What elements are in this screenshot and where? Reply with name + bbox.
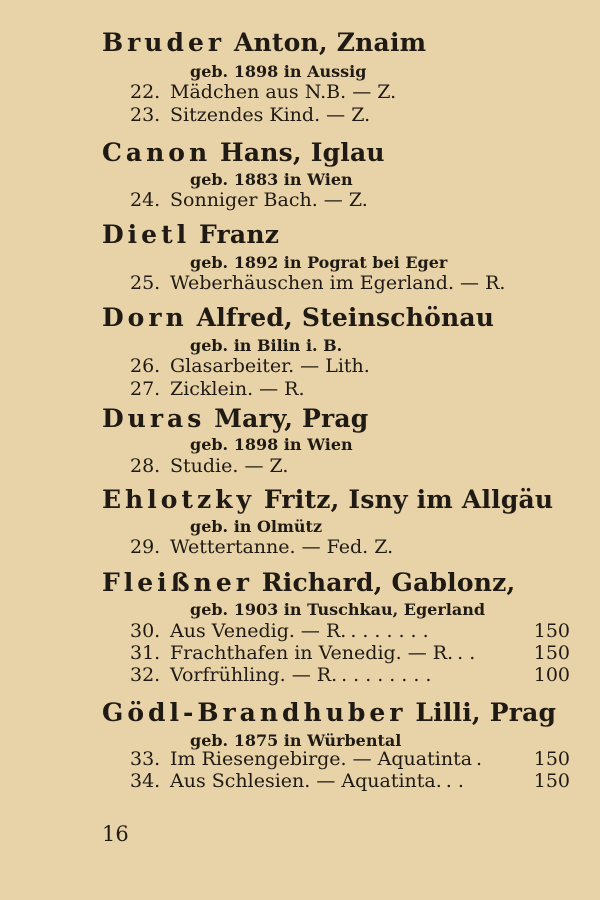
artist-name xyxy=(102,698,556,727)
artist-name xyxy=(102,28,426,57)
work-title: Frachthafen in Venedig. — R. xyxy=(170,642,454,664)
work-number: 30. xyxy=(130,620,161,642)
birth-info: geb. in Bilin i. B. xyxy=(190,336,343,355)
work-title: Weberhäuschen im Egerland. — R. xyxy=(170,272,506,294)
work-title: Sonniger Bach. — Z. xyxy=(170,189,368,211)
artist-firstname-city: Mary, Prag xyxy=(205,404,369,433)
work-item xyxy=(130,620,570,642)
work-title: Aus Schlesien. — Aquatinta. xyxy=(170,770,442,792)
artist-name xyxy=(102,138,385,167)
artist-surname: Fleißner xyxy=(102,568,253,597)
work-title: Sitzendes Kind. — Z. xyxy=(170,104,371,126)
work-price: 150 xyxy=(533,642,570,664)
artist-surname: Dietl xyxy=(102,220,191,249)
artist-firstname-city: Fritz, Isny im Allgäu xyxy=(255,485,554,514)
work-price: 100 xyxy=(533,664,570,686)
artist-name xyxy=(102,303,494,332)
artist-name xyxy=(102,568,515,597)
artist-surname: Gödl-Brandhuber xyxy=(102,698,407,727)
artist-firstname-city: Franz xyxy=(190,220,280,249)
work-title: Wettertanne. — Fed. Z. xyxy=(170,536,394,558)
work-item xyxy=(130,455,570,477)
birth-info: geb. 1898 in Wien xyxy=(190,435,353,454)
artist-firstname-city: Hans, Iglau xyxy=(211,138,385,167)
birth-info: geb. 1875 in Würbental xyxy=(190,731,402,750)
work-title: Glasarbeiter. — Lith. xyxy=(170,355,370,377)
work-number: 28. xyxy=(130,455,161,477)
work-number: 33. xyxy=(130,748,161,770)
work-price: 150 xyxy=(533,770,570,792)
work-number: 25. xyxy=(130,272,161,294)
artist-firstname-city: Lilli, Prag xyxy=(406,698,557,727)
work-number: 23. xyxy=(130,104,161,126)
work-item xyxy=(130,536,570,558)
work-item xyxy=(130,189,570,211)
artist-name xyxy=(102,404,368,433)
work-number: 29. xyxy=(130,536,161,558)
artist-surname: Bruder xyxy=(102,28,226,57)
leader-dots: ....... xyxy=(350,620,435,642)
work-item xyxy=(130,81,570,103)
work-title: Aus Venedig. — R. xyxy=(170,620,347,642)
work-price: 150 xyxy=(533,620,570,642)
artist-firstname-city: Richard, Gablonz, xyxy=(252,568,516,597)
birth-info: geb. 1892 in Pograt bei Eger xyxy=(190,253,448,272)
artist-name xyxy=(102,220,279,249)
work-number: 32. xyxy=(130,664,161,686)
work-item xyxy=(130,355,570,377)
artist-firstname-city: Anton, Znaim xyxy=(225,28,427,57)
birth-info: geb. 1883 in Wien xyxy=(190,170,353,189)
leader-dots: ........ xyxy=(341,664,438,686)
work-item xyxy=(130,770,570,792)
work-item xyxy=(130,748,570,770)
work-title: Im Riesengebirge. — Aquatinta xyxy=(170,748,473,770)
leader-dots: .. xyxy=(457,642,482,664)
work-item xyxy=(130,378,570,400)
work-price: 150 xyxy=(533,748,570,770)
work-item xyxy=(130,272,570,294)
artist-surname: Ehlotzky xyxy=(102,485,255,514)
page-number: 16 xyxy=(102,822,129,846)
work-number: 27. xyxy=(130,378,161,400)
work-number: 22. xyxy=(130,81,161,103)
artist-surname: Canon xyxy=(102,138,212,167)
work-title: Mädchen aus N.B. — Z. xyxy=(170,81,397,103)
artist-surname: Duras xyxy=(102,404,206,433)
birth-info: geb. 1898 in Aussig xyxy=(190,62,367,81)
leader-dots: .. xyxy=(445,770,470,792)
birth-info: geb. in Olmütz xyxy=(190,517,323,536)
birth-info: geb. 1903 in Tuschkau, Egerland xyxy=(190,600,486,619)
work-item xyxy=(130,664,570,686)
artist-firstname-city: Alfred, Steinschönau xyxy=(187,303,495,332)
work-title: Vorfrühling. — R. xyxy=(170,664,338,686)
artist-surname: Dorn xyxy=(102,303,188,332)
work-number: 24. xyxy=(130,189,161,211)
leader-dots: . xyxy=(476,748,489,770)
work-item xyxy=(130,642,570,664)
work-number: 31. xyxy=(130,642,161,664)
artist-name xyxy=(102,485,553,514)
work-number: 26. xyxy=(130,355,161,377)
work-item xyxy=(130,104,570,126)
work-title: Zicklein. — R. xyxy=(170,378,305,400)
work-title: Studie. — Z. xyxy=(170,455,289,477)
work-number: 34. xyxy=(130,770,161,792)
